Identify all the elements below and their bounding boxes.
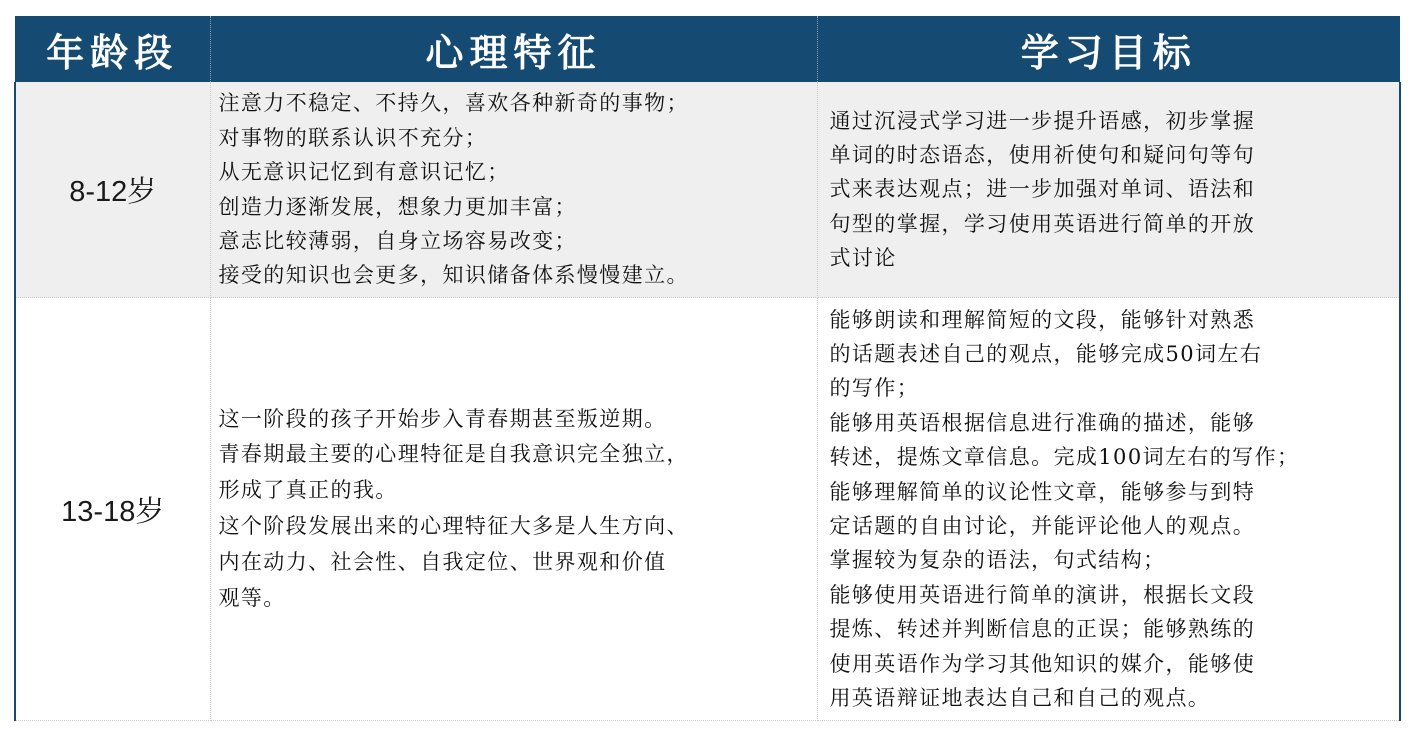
traits-line: 这个阶段发展出来的心理特征大多是人生方向、	[218, 514, 689, 538]
traits-line: 对事物的联系认识不充分；	[218, 125, 488, 150]
goals-line: 能够用英语根据信息进行准确的描述，能够	[829, 410, 1256, 435]
traits-cell	[210, 82, 817, 298]
age-learning-table	[14, 16, 1401, 721]
goals-line: 用英语辩证地表达自己和自己的观点。	[829, 686, 1211, 711]
traits-cell	[210, 298, 817, 721]
goals-line: 能够使用英语进行简单的演讲，根据长文段	[829, 582, 1256, 607]
goals-line: 的话题表述自己的观点，能够完成50词左右	[829, 341, 1263, 366]
header-goals: 学习目标	[817, 16, 1400, 82]
goals-cell	[817, 298, 1400, 721]
table-row	[15, 82, 1400, 298]
traits-line: 内在动力、社会性、自我定位、世界观和价值	[218, 549, 667, 574]
traits-line: 这一阶段的孩子开始步入青春期甚至叛逆期。	[218, 406, 667, 431]
goals-cell	[817, 82, 1400, 298]
traits-line: 创造力逐渐发展，想象力更加丰富；	[218, 194, 577, 219]
age-cell: 8-12岁	[15, 82, 210, 298]
goals-line: 掌握较为复杂的语法，句式结构；	[829, 548, 1166, 573]
age-cell: 13-18岁	[15, 298, 210, 721]
header-traits: 心理特征	[210, 16, 817, 82]
goals-line: 句型的掌握，学习使用英语进行简单的开放	[829, 211, 1256, 236]
table-row	[15, 298, 1400, 721]
table-header-row	[15, 16, 1400, 82]
goals-line: 通过沉浸式学习进一步提升语感，初步掌握	[829, 108, 1256, 133]
age-learning-table-container	[14, 16, 1399, 721]
goals-line: 使用英语作为学习其他知识的媒介，能够使	[829, 651, 1256, 676]
traits-line: 形成了真正的我。	[218, 478, 398, 503]
traits-line: 观等。	[218, 585, 286, 610]
goals-line: 转述，提炼文章信息。完成100词左右的写作；	[829, 445, 1300, 470]
header-age: 年龄段	[15, 16, 210, 82]
traits-line: 青春期最主要的心理特征是自我意识完全独立，	[218, 442, 689, 467]
goals-line: 定话题的自由讨论，并能评论他人的观点。	[829, 514, 1256, 538]
goals-line: 单词的时态语态，使用祈使句和疑问句等句	[829, 143, 1256, 168]
traits-line: 意志比较薄弱，自身立场容易改变；	[218, 228, 577, 253]
goals-line: 能够理解简单的议论性文章，能够参与到特	[829, 479, 1256, 504]
goals-line: 提炼、转述并判断信息的正误；能够熟练的	[829, 617, 1256, 642]
goals-line: 能够朗读和理解简短的文段，能够针对熟悉	[829, 307, 1256, 332]
goals-line: 式来表达观点；进一步加强对单词、语法和	[829, 177, 1256, 202]
traits-line: 注意力不稳定、不持久，喜欢各种新奇的事物；	[218, 91, 689, 116]
traits-line: 从无意识记忆到有意识记忆；	[218, 160, 510, 185]
traits-line: 接受的知识也会更多，知识储备体系慢慢建立。	[218, 263, 689, 288]
goals-line: 式讨论	[829, 245, 897, 270]
goals-line: 的写作；	[829, 376, 920, 401]
